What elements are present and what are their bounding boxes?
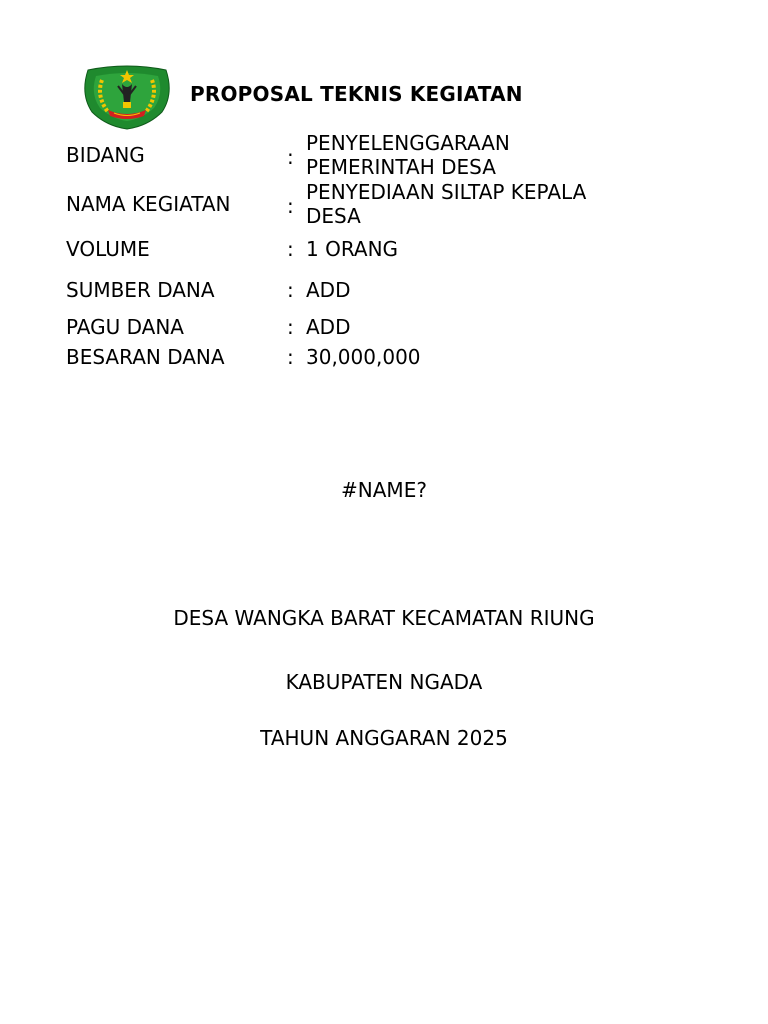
desa-kecamatan-line: DESA WANGKA BARAT KECAMATAN RIUNG: [173, 606, 595, 630]
ngada-regency-emblem-icon: [78, 64, 176, 130]
field-colon-nama-kegiatan: :: [287, 194, 294, 218]
field-value-volume: 1 ORANG: [306, 237, 399, 261]
field-label-sumber-dana: SUMBER DANA: [66, 278, 215, 302]
field-colon-bidang: :: [287, 145, 294, 169]
field-value-pagu-dana: ADD: [306, 315, 351, 339]
field-colon-sumber-dana: :: [287, 278, 294, 302]
field-label-nama-kegiatan: NAMA KEGIATAN: [66, 192, 231, 216]
tahun-anggaran-line: TAHUN ANGGARAN 2025: [260, 726, 508, 750]
field-colon-besaran-dana: :: [287, 345, 294, 369]
field-label-pagu-dana: PAGU DANA: [66, 315, 184, 339]
field-value-nama-kegiatan: PENYEDIAAN SILTAP KEPALA DESA: [306, 180, 587, 228]
field-colon-volume: :: [287, 237, 294, 261]
field-label-bidang: BIDANG: [66, 143, 145, 167]
field-label-besaran-dana: BESARAN DANA: [66, 345, 225, 369]
document-title: PROPOSAL TEKNIS KEGIATAN: [190, 82, 523, 106]
kabupaten-line: KABUPATEN NGADA: [285, 670, 483, 694]
field-value-sumber-dana: ADD: [306, 278, 351, 302]
field-colon-pagu-dana: :: [287, 315, 294, 339]
field-label-volume: VOLUME: [66, 237, 150, 261]
field-value-besaran-dana: 30,000,000: [306, 345, 421, 369]
formula-error-text: #NAME?: [341, 478, 427, 502]
field-value-bidang: PENYELENGGARAAN PEMERINTAH DESA: [306, 131, 510, 179]
